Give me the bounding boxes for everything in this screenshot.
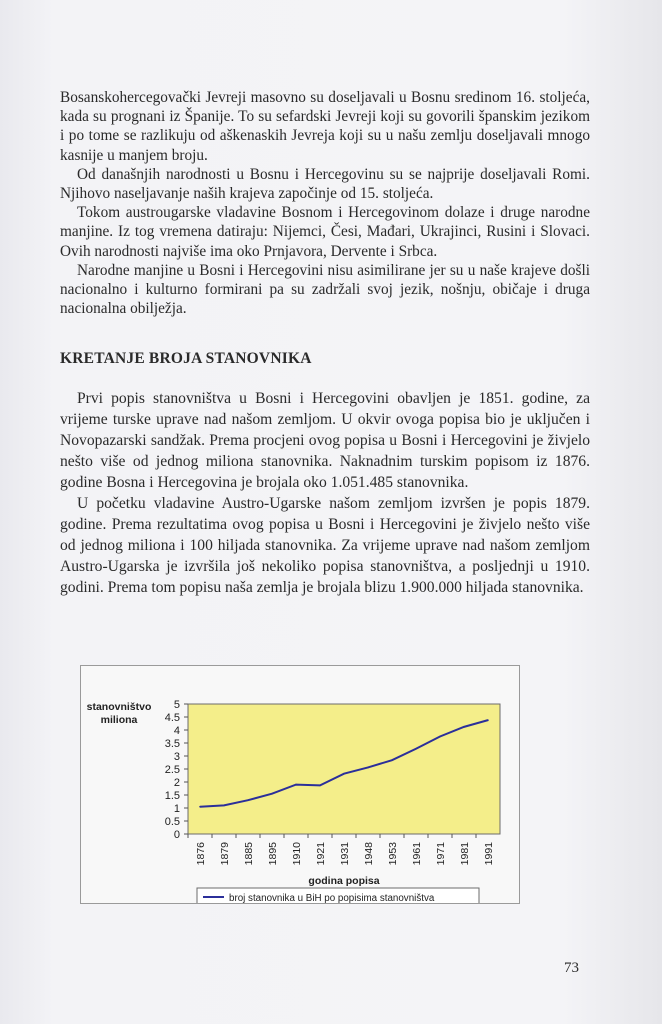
y-tick-label: 5 xyxy=(173,699,180,711)
x-tick-label: 1948 xyxy=(363,842,375,866)
x-tick-label: 1931 xyxy=(339,842,351,866)
x-tick-label: 1876 xyxy=(195,842,207,866)
y-tick-label: 1.5 xyxy=(164,790,180,802)
x-tick-label: 1961 xyxy=(411,842,423,866)
section-heading: KRETANJE BROJA STANOVNIKA xyxy=(60,350,312,367)
data-point xyxy=(463,726,465,728)
paragraph-first-census: Prvi popis stanovništva u Bosni i Hercegovini obavljen je 1851. godine, za vrijeme turske uprave nad našom zemljom. U okvir ovoga popisa bio je uključen i Novopazarski sandžak. Prema procjeni ovog popisa u Bosni i Hercegovini je živjelo nešto više od jednog miliona stanovnika. Naknadnim turskim popisom iz 1876. godine Bosna i Hercegovina je brojala oko 1.051.485 stanovnika. xyxy=(60,390,590,491)
y-tick-label: 1 xyxy=(173,803,180,815)
x-tick-label: 1953 xyxy=(387,842,399,866)
y-tick-label: 3.5 xyxy=(164,738,180,750)
data-point xyxy=(223,805,225,807)
paragraph-austro-census: U početku vladavine Austro-Ugarske našom zemljom izvršen je popis 1879. godine. Prema rezultatima ovog popisa u Bosni i Hercegovini je živjelo nešto više od jednog miliona i 100 hiljada stanovnika. Za vrijeme uprave nad našom zemljom Austro-Ugarska je izvršila još nekoliko popisa stanovništva, a posljednji u 1910. godini. Prema tom popisu naša zemlja je brojala blizu 1.900.000 hiljada stanovnika. xyxy=(60,495,590,596)
x-axis-label: godina popisa xyxy=(308,875,380,887)
data-point xyxy=(487,719,489,721)
data-point xyxy=(391,759,393,761)
x-tick-label: 1971 xyxy=(435,842,447,866)
paragraph-jews: Bosanskohercegovački Jevreji masovno su doseljavali u Bosnu sredinom 16. stoljeća, kada su prognani iz Španije. To su sefardski Jevreji koji su govorili španskim jezikom i po tome se razlikuju od aškenaskih Jevreja koji su u našu zemlju doseljavali mnogo kasnije u manjem broju. xyxy=(60,89,590,164)
population-chart xyxy=(80,665,520,904)
data-point xyxy=(367,767,369,769)
y-tick-label: 4 xyxy=(173,725,180,737)
x-tick-label: 1921 xyxy=(315,842,327,866)
x-tick-label: 1981 xyxy=(459,842,471,866)
data-point xyxy=(415,748,417,750)
data-point xyxy=(319,785,321,787)
intro-text xyxy=(60,88,590,318)
data-point xyxy=(439,736,441,738)
x-tick-label: 1991 xyxy=(483,842,495,866)
y-tick-label: 0.5 xyxy=(164,816,180,828)
paragraph-austro-hungarian: Tokom austrougarske vladavine Bosnom i Hercegovinom dolaze i druge narodne manjine. Iz tog vremena datiraju: Nijemci, Česi, Mađari, Ukrajinci, Rusini i Slovaci. Ovih narodnosti najviše ima oko Prnjavora, Dervente i Srbca. xyxy=(60,204,590,260)
y-tick-label: 2 xyxy=(173,777,180,789)
paragraph-minorities: Narodne manjine u Bosni i Hercegovini nisu asimilirane jer su u naše krajeve došli nacionalno i kulturno formirani pa su zadržali svoj jezik, nošnju, običaje i druga nacionalna obilježja. xyxy=(60,261,590,318)
data-point xyxy=(343,773,345,775)
data-point xyxy=(247,799,249,801)
x-tick-label: 1895 xyxy=(267,842,279,866)
data-point xyxy=(199,806,201,808)
chart-svg xyxy=(81,666,519,903)
population-text xyxy=(60,388,590,598)
data-point xyxy=(295,784,297,786)
y-tick-label: 3 xyxy=(173,751,180,763)
legend-label: broj stanovnika u BiH po popisima stanovništva xyxy=(229,893,435,903)
y-axis-label-line1: stanovništvo xyxy=(86,701,152,713)
x-tick-label: 1879 xyxy=(219,842,231,866)
y-tick-label: 2.5 xyxy=(164,764,180,776)
data-point xyxy=(271,793,273,795)
x-tick-label: 1885 xyxy=(243,842,255,866)
x-tick-label: 1910 xyxy=(291,842,303,866)
plot-area xyxy=(188,704,500,834)
y-tick-label: 4.5 xyxy=(164,712,180,724)
y-axis-label-line2: miliona xyxy=(100,714,138,726)
paragraph-roma: Od današnjih narodnosti u Bosnu i Hercegovinu su se najprije doseljavali Romi. Njihovo naseljavanje naših krajeva započinje od 15. stoljeća. xyxy=(60,165,590,203)
page-number: 73 xyxy=(564,960,579,976)
y-tick-label: 0 xyxy=(173,829,180,841)
